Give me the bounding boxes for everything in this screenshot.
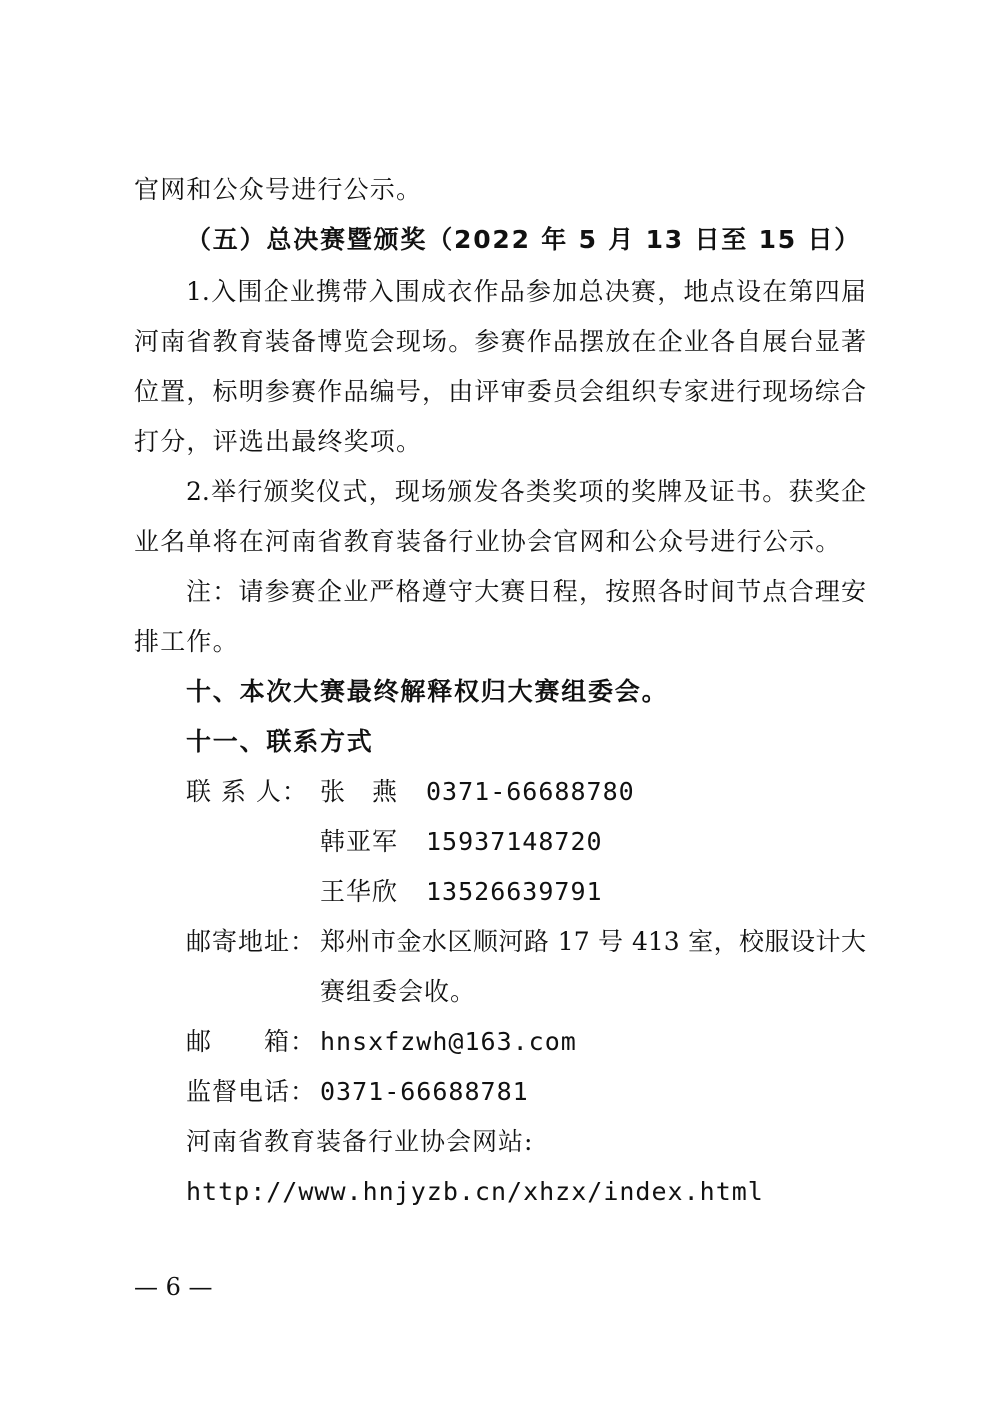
- text-line: 官网和公众号进行公示。: [134, 175, 423, 204]
- contact-phone: 13526639791: [426, 877, 603, 906]
- website-url[interactable]: http://www.hnjyzb.cn/xhzx/index.html: [186, 1177, 764, 1206]
- website-label: 河南省教育装备行业协会网站:: [186, 1127, 534, 1156]
- contact-name: 韩亚军: [320, 827, 399, 856]
- contact-phone: 0371-66688780: [426, 777, 635, 806]
- page-number: — 6 —: [134, 1273, 213, 1301]
- contact-name: 张 燕: [320, 777, 399, 806]
- section-heading-10: 十、本次大赛最终解释权归大赛组委会。: [186, 677, 669, 706]
- paragraph-line: 2.举行颁奖仪式，现场颁发各类奖项的奖牌及证书。获奖企: [186, 477, 866, 506]
- paragraph-line: 打分，评选出最终奖项。: [134, 427, 423, 456]
- paragraph-line: 位置，标明参赛作品编号，由评审委员会组织专家进行现场综合: [134, 377, 866, 406]
- section-heading-11: 十一、联系方式: [186, 727, 374, 756]
- address-line: 赛组委会收。: [320, 977, 477, 1006]
- contact-phone: 15937148720: [426, 827, 603, 856]
- address-label: 邮寄地址：: [186, 927, 317, 956]
- section-heading-finals: （五）总决赛暨颁奖（2022 年 5 月 13 日至 15 日）: [186, 225, 862, 254]
- paragraph-line: 河南省教育装备博览会现场。参赛作品摆放在企业各自展台显著: [134, 327, 866, 356]
- contacts-label: 联 系 人：: [186, 777, 308, 806]
- email-label: 邮 箱：: [186, 1027, 317, 1056]
- paragraph-line: 1.入围企业携带入围成衣作品参加总决赛，地点设在第四届: [186, 277, 866, 306]
- contact-name: 王华欣: [320, 877, 399, 906]
- supervision-phone: 0371-66688781: [320, 1077, 529, 1106]
- paragraph-line: 业名单将在河南省教育装备行业协会官网和公众号进行公示。: [134, 527, 842, 556]
- supervision-label: 监督电话：: [186, 1077, 317, 1106]
- note-line: 排工作。: [134, 627, 239, 656]
- address-line: 郑州市金水区顺河路 17 号 413 室，校服设计大: [320, 927, 866, 956]
- note-line: 注：请参赛企业严格遵守大赛日程，按照各时间节点合理安: [186, 577, 866, 606]
- email-address[interactable]: hnsxfzwh@163.com: [320, 1027, 577, 1056]
